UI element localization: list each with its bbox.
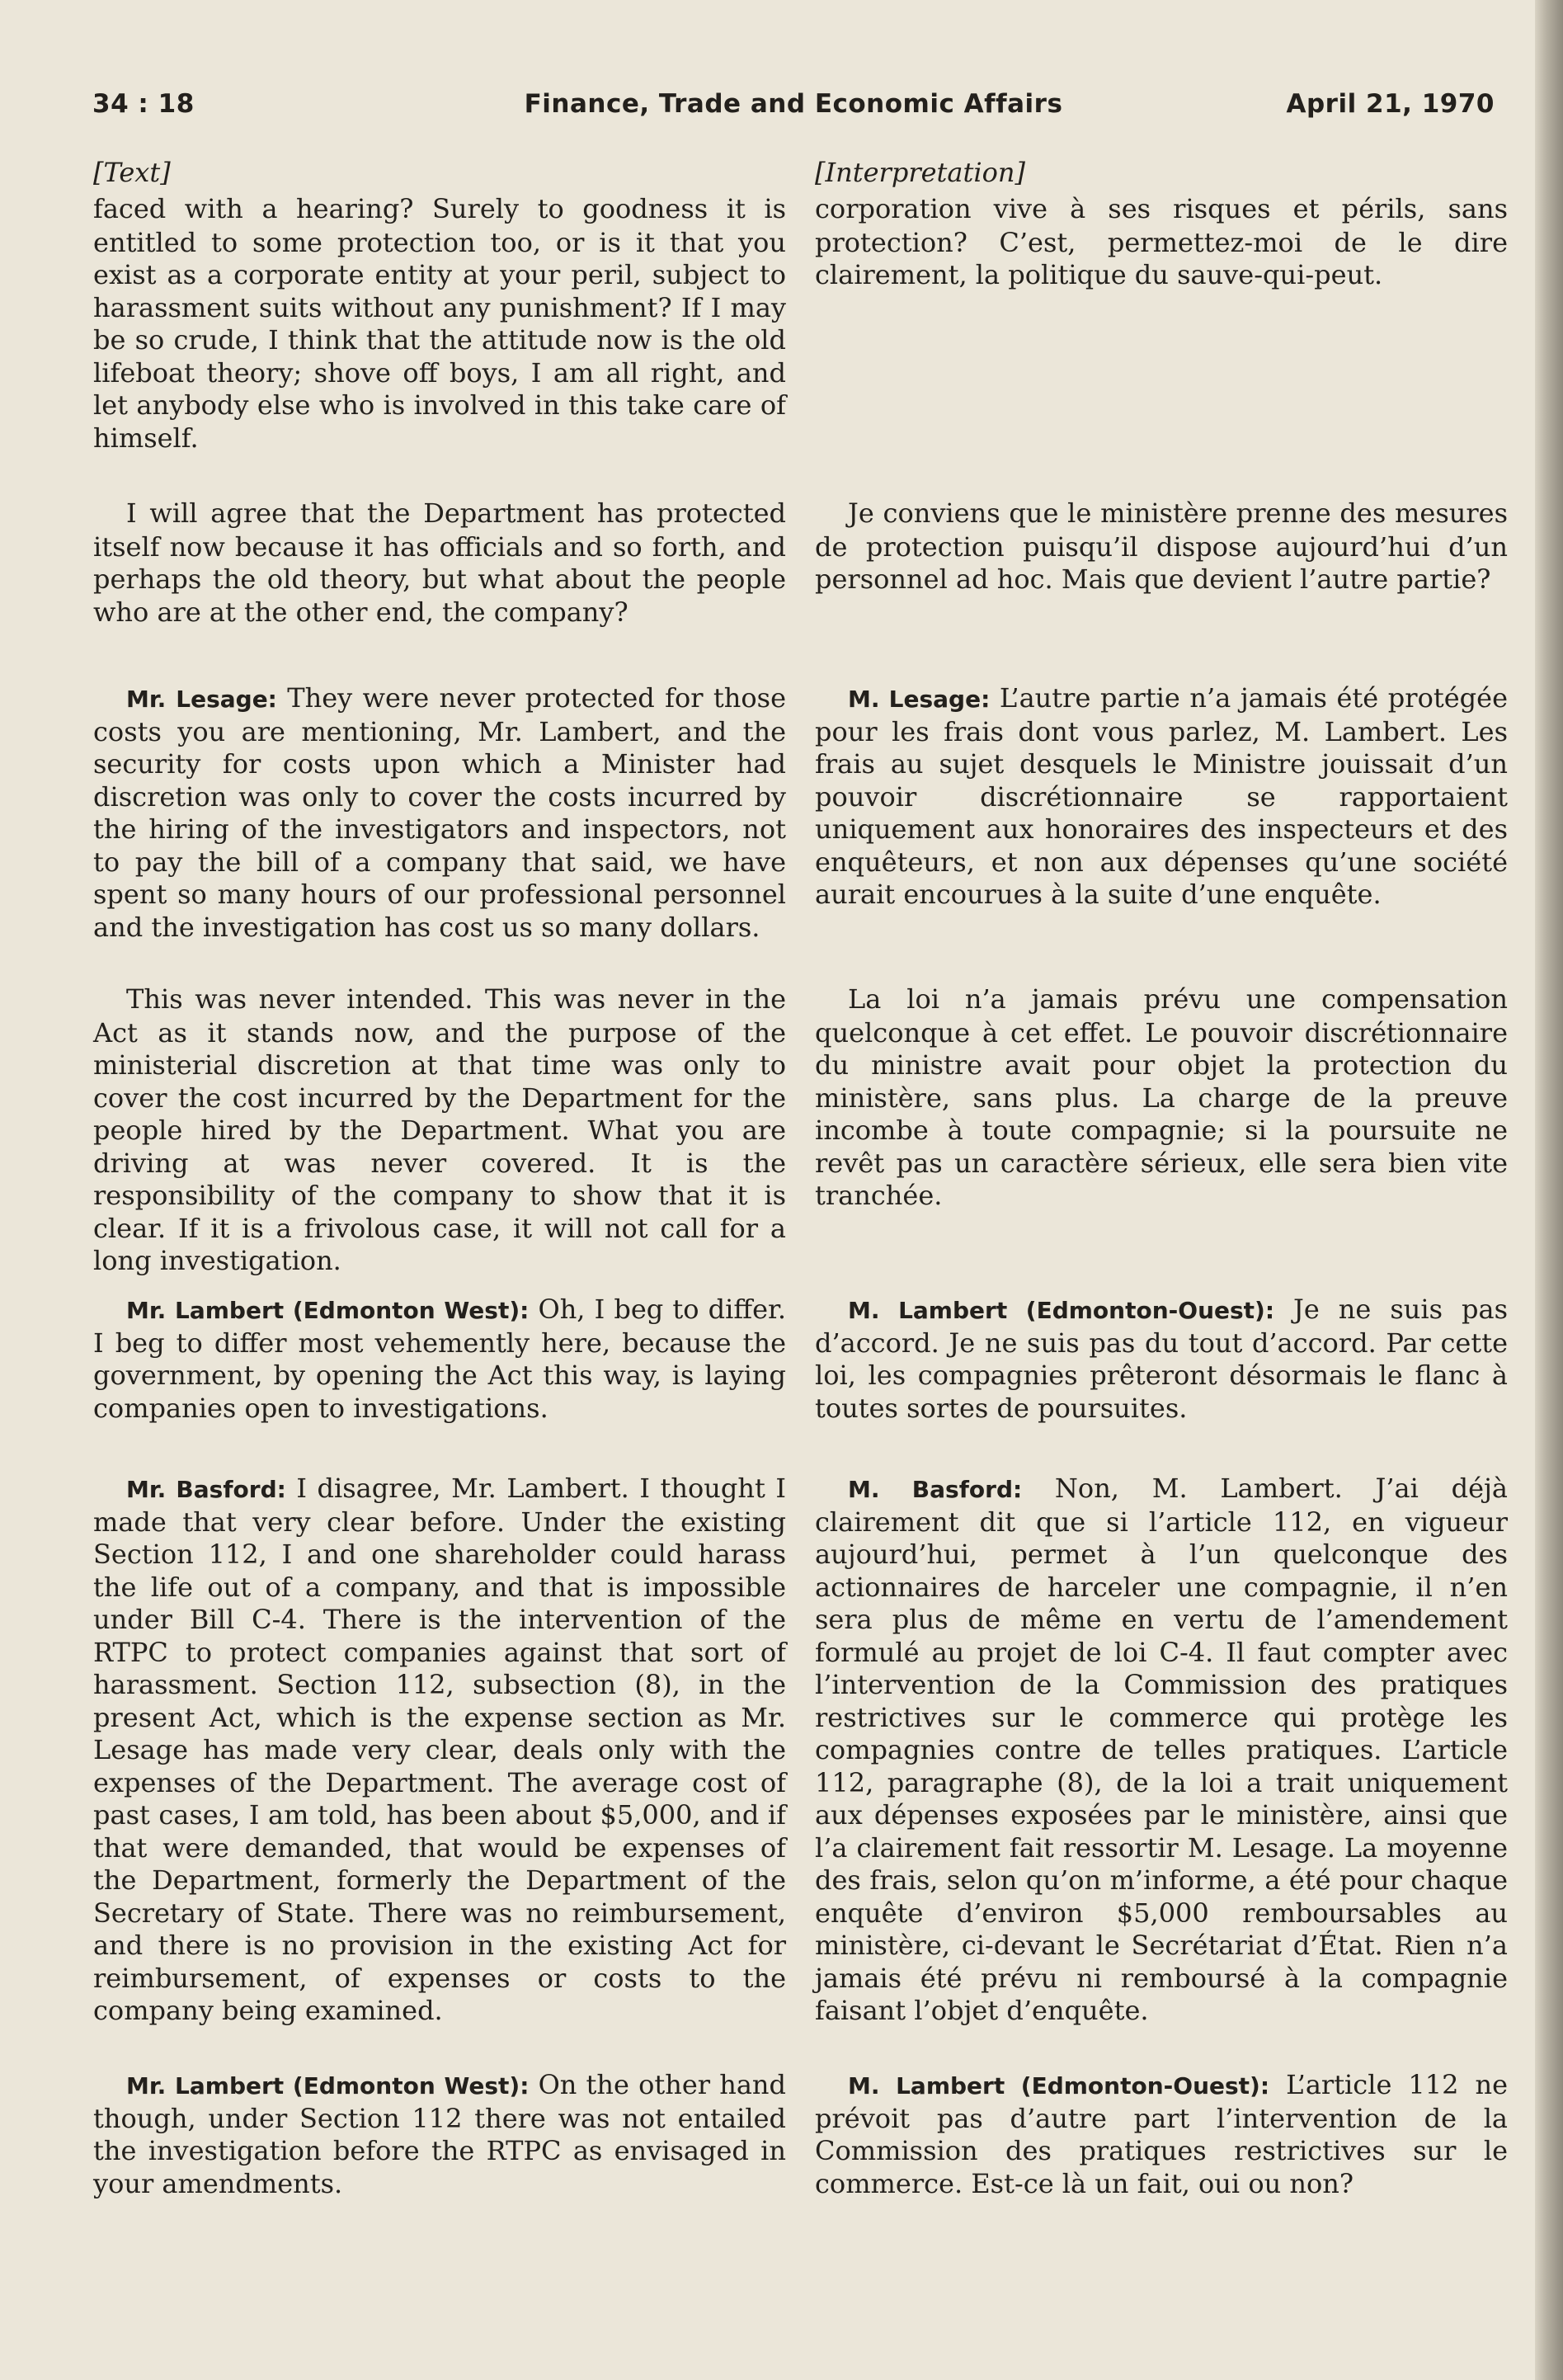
paragraph: corporation vive à ses risques et périls, sans protection? C’est, permettez-moi de le dire clairement, la politique du sauve-qui-peut.	[815, 193, 1508, 290]
paragraph: Je conviens que le ministère prenne des mesures de protection puisqu’il dispose aujourd’hui d’un personnel ad hoc. Mais que devient l’autre partie?	[815, 497, 1508, 595]
speaker-paragraph: M. Basford: Non, M. Lambert. J’ai déjà clairement dit que si l’article 112, en vigueur aujourd’hui, permet à l’un quelconque des actionnaires de harceler une compagnie, il n’en sera plus de même en vertu de l’amendement formulé au projet de loi C-4. Il faut compter avec l’intervention de la Commission des pratiques restrictives sur le commerce qui protège les compagnies contre de telles pratiques. L’article 112, paragraphe (8), de la loi a trait uniquement aux dépenses exposées par le ministère, ainsi que l’a clairement fait ressortir M. Lesage. La moyenne des frais, selon qu’on m’informe, a été pour chaque enquête d’environ $5,000 remboursables au ministère, ci-devant le Secrétariat d’État. Rien n’a jamais été prévu ni remboursé à la compagnie faisant l’objet d’enquête.	[815, 1473, 1508, 2026]
paragraph: This was never intended. This was never in the Act as it stands now, and the purpose of the ministerial discretion at that time was only to cover the cost incurred by the Department for the people hired by the Department. What you are driving at was never covered. It is the responsibility of the company to show that it is clear. If it is a frivolous case, it will not call for a long investigation.	[93, 983, 786, 1276]
speaker-paragraph: Mr. Basford: I disagree, Mr. Lambert. I thought I made that very clear before. Under the existing Section 112, I and one shareholder could harass the life out of a company, and that is impossible under Bill C-4. There is the intervention of the RTPC to protect companies against that sort of harassment. Section 112, subsection (8), in the present Act, which is the expense section as Mr. Lesage has made very clear, deals only with the expenses of the Department. The average cost of past cases, I am told, has been about $5,000, and if that were demanded, that would be expenses of the Department, formerly the Department of the Secretary of State. There was no reimbursement, and there is no provision in the existing Act for reimbursement, of expenses or costs to the company being examined.	[93, 1473, 787, 2026]
speaker-paragraph: M. Lambert (Edmonton-Ouest): L’article 112 ne prévoit pas d’autre part l’intervention de la Commission des pratiques restrictives sur le commerce. Est-ce là un fait, oui ou non?	[815, 2069, 1508, 2199]
page-number: 34 : 18	[92, 89, 195, 119]
page-edge	[1535, 0, 1563, 2380]
speaker-paragraph: Mr. Lesage: They were never protected for those costs you are mentioning, Mr. Lambert, and the security for costs upon which a Minister had discretion was only to cover the costs incurred by the hiring of the investigators and inspectors, not to pay the bill of a company that said, we have spent so many hours of our professional personnel and the investigation has cost us so many dollars.	[93, 682, 787, 943]
interpretation-label: [Interpretation]	[815, 157, 1025, 188]
paragraph: I will agree that the Department has protected itself now because it has officials and so forth, and perhaps the old theory, but what about the people who are at the other end, the company?	[93, 497, 786, 628]
publication-date: April 21, 1970	[1286, 89, 1495, 119]
speaker-paragraph: M. Lambert (Edmonton-Ouest): Je ne suis pas d’accord. Je ne suis pas du tout d’accord. Par cette loi, les compagnies prêteront désormais le flanc à toutes sortes de poursuites.	[815, 1294, 1508, 1424]
speaker-paragraph: M. Lesage: L’autre partie n’a jamais été protégée pour les frais dont vous parlez, M. Lambert. Les frais au sujet desquels le Ministre jouissait d’un pouvoir discrétionnaire se rapportaient uniquement aux honoraires des inspecteurs et des enquêteurs, et non aux dépenses qu’une société aurait encourues à la suite d’une enquête.	[815, 682, 1509, 910]
paragraph: faced with a hearing? Surely to goodness it is entitled to some protection too, or is it that you exist as a corporate entity at your peril, subject to harassment suits without any punishment? If I may be so crude, I think that the attitude now is the old lifeboat theory; shove off boys, I am all right, and let anybody else who is involved in this take care of himself.	[93, 193, 786, 454]
page-header	[92, 89, 1495, 125]
speaker-paragraph: Mr. Lambert (Edmonton West): On the other hand though, under Section 112 there was not entailed the investigation before the RTPC as envisaged in your amendments.	[93, 2069, 787, 2199]
text-label: [Text]	[93, 157, 171, 188]
english-column	[93, 157, 787, 2199]
paragraph: La loi n’a jamais prévu une compensation quelconque à cet effet. Le pouvoir discrétionnaire du ministre avait pour objet la protection du ministère, sans plus. La charge de la preuve incombe à toute compagnie; si la poursuite ne revêt pas un caractère sérieux, elle sera bien vite tranchée.	[815, 983, 1508, 1211]
publication-title: Finance, Trade and Economic Affairs	[524, 89, 1063, 119]
french-column	[815, 157, 1509, 2199]
speaker-paragraph: Mr. Lambert (Edmonton West): Oh, I beg to differ. I beg to differ most vehemently here, because the government, by opening the Act this way, is laying companies open to investigations.	[93, 1294, 786, 1424]
